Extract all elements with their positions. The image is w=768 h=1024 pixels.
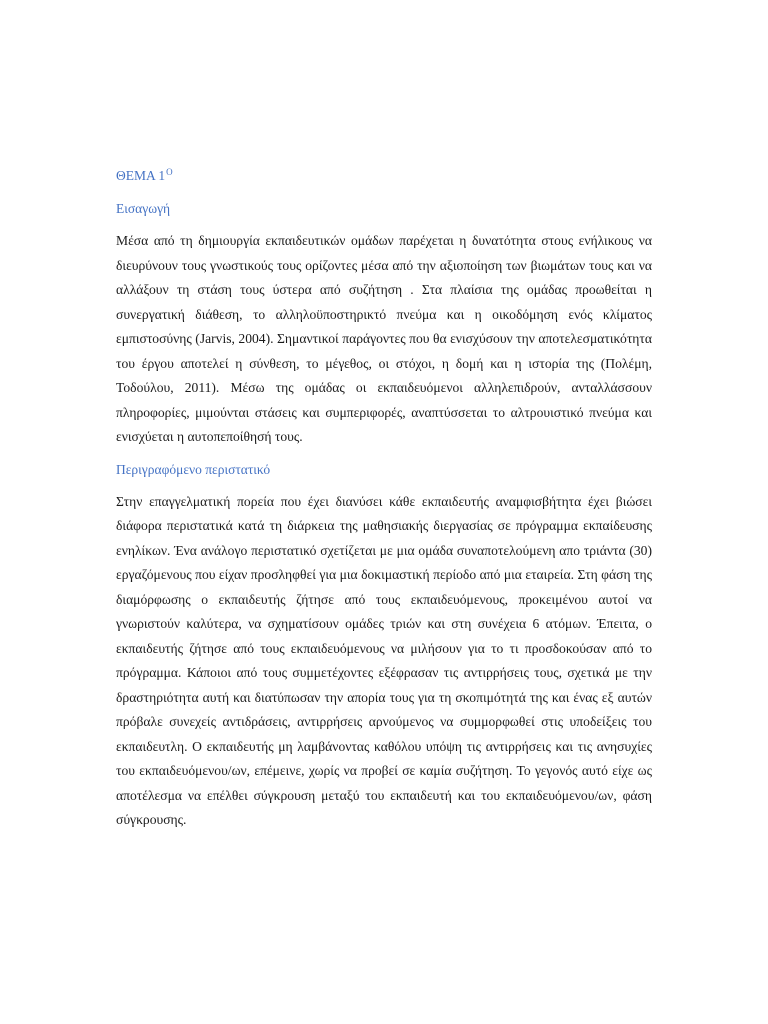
section-heading-introduction: Εισαγωγή (116, 201, 171, 216)
document-title (116, 166, 652, 186)
document-title-text: ΘΕΜΑ 1 (116, 168, 166, 183)
section-heading-case-description: Περιγραφόμενο περιστατικό (116, 461, 271, 477)
case-description-paragraph: Στην επαγγελματική πορεία που έχει διανύσει κάθε εκπαιδευτής αναμφισβήτητα έχει βιώσει διάφορα περιστατικά κατά τη διάρκεια της μαθησιακής διεργασίας σε πρόγραμμα εκπαίδευσης ενηλίκων. Ένα ανάλογο περιστατικό σχετίζεται με μια ομάδα συναποτελούμενη απο τριάντα (30) εργαζόμενους που είχαν προσληφθεί για μια δοκιμαστική περίοδο από μια εταιρεία. Στη φάση της διαμόρφωσης ο εκπαιδευτής ζήτησε από τους εκπαιδευόμενους, προκειμένου αυτοί να γνωριστούν καλύτερα, να σχηματίσουν ομάδες τριών και στη συνέχεια 6 ατόμων. Έπειτα, ο εκπαιδευτής ζήτησε από τους εκπαιδευόμενους να μιλήσουν για το τι προσδοκούσαν από το πρόγραμμα. Κάποιοι από τους συμμετέχοντες εξέφρασαν τις αντιρρήσεις τους, σχετικά με την δραστηριότητα αυτή και διατύπωσαν την απορία τους για τη σκοπιμότητά της και ένας εξ αυτών πρόβαλε συνεχείς αντιδράσεις, αντιρρήσεις αρνούμενος να συμμορφωθεί στις υποδείξεις του εκπαιδευτλη. Ο εκπαιδευτής μη λαμβάνοντας καθόλου υπόψη τις αντιρρήσεις και τις ανησυχίες του εκπαιδευόμενου/ων, επέμεινε, χωρίς να προβεί σε καμία συζήτηση. Το γεγονός αυτό είχε ως αποτέλεσμα να επέλθει σύγκρουση μεταξύ του εκπαιδευτή και του εκπαιδευόμενου/ων, φάση σύγκρουσης. (116, 493, 652, 827)
introduction-paragraph: Μέσα από τη δημιουργία εκπαιδευτικών ομάδων παρέχεται η δυνατότητα στους ενήλικους να διευρύνουν τους γνωστικούς τους ορίζοντες μέσα από την αξιοποίηση των βιωμάτων τους και να αλλάξουν τη στάση τους ύστερα από συζήτηση . Στα πλαίσια της ομάδας προωθείται η συνεργατική διάθεση, το αλληλοϋποστηρικτό πνεύμα και η οικοδόμηση ενός κλίματος εμπιστοσύνης (Jarvis, 2004). Σημαντικοί παράγοντες που θα ενισχύσουν την αποτελεσματικότητα του έργου αποτελεί η σύνθεση, το μέγεθος, οι στόχοι, η δομή και η ιστορία της (Πολέμη, Τοδούλου, 2011). Μέσω της ομάδας οι εκπαιδευόμενοι αλληλεπιδρούν, ανταλλάσσουν πληροφορίες, μιμούνται στάσεις και συμπεριφορές, αναπτύσσεται το αλτρουιστικό πνεύμα και ενισχύεται η αυτοπεποίθησή τους. (116, 233, 652, 444)
document-page (116, 166, 652, 843)
document-title-superscript: Ο (166, 167, 173, 177)
